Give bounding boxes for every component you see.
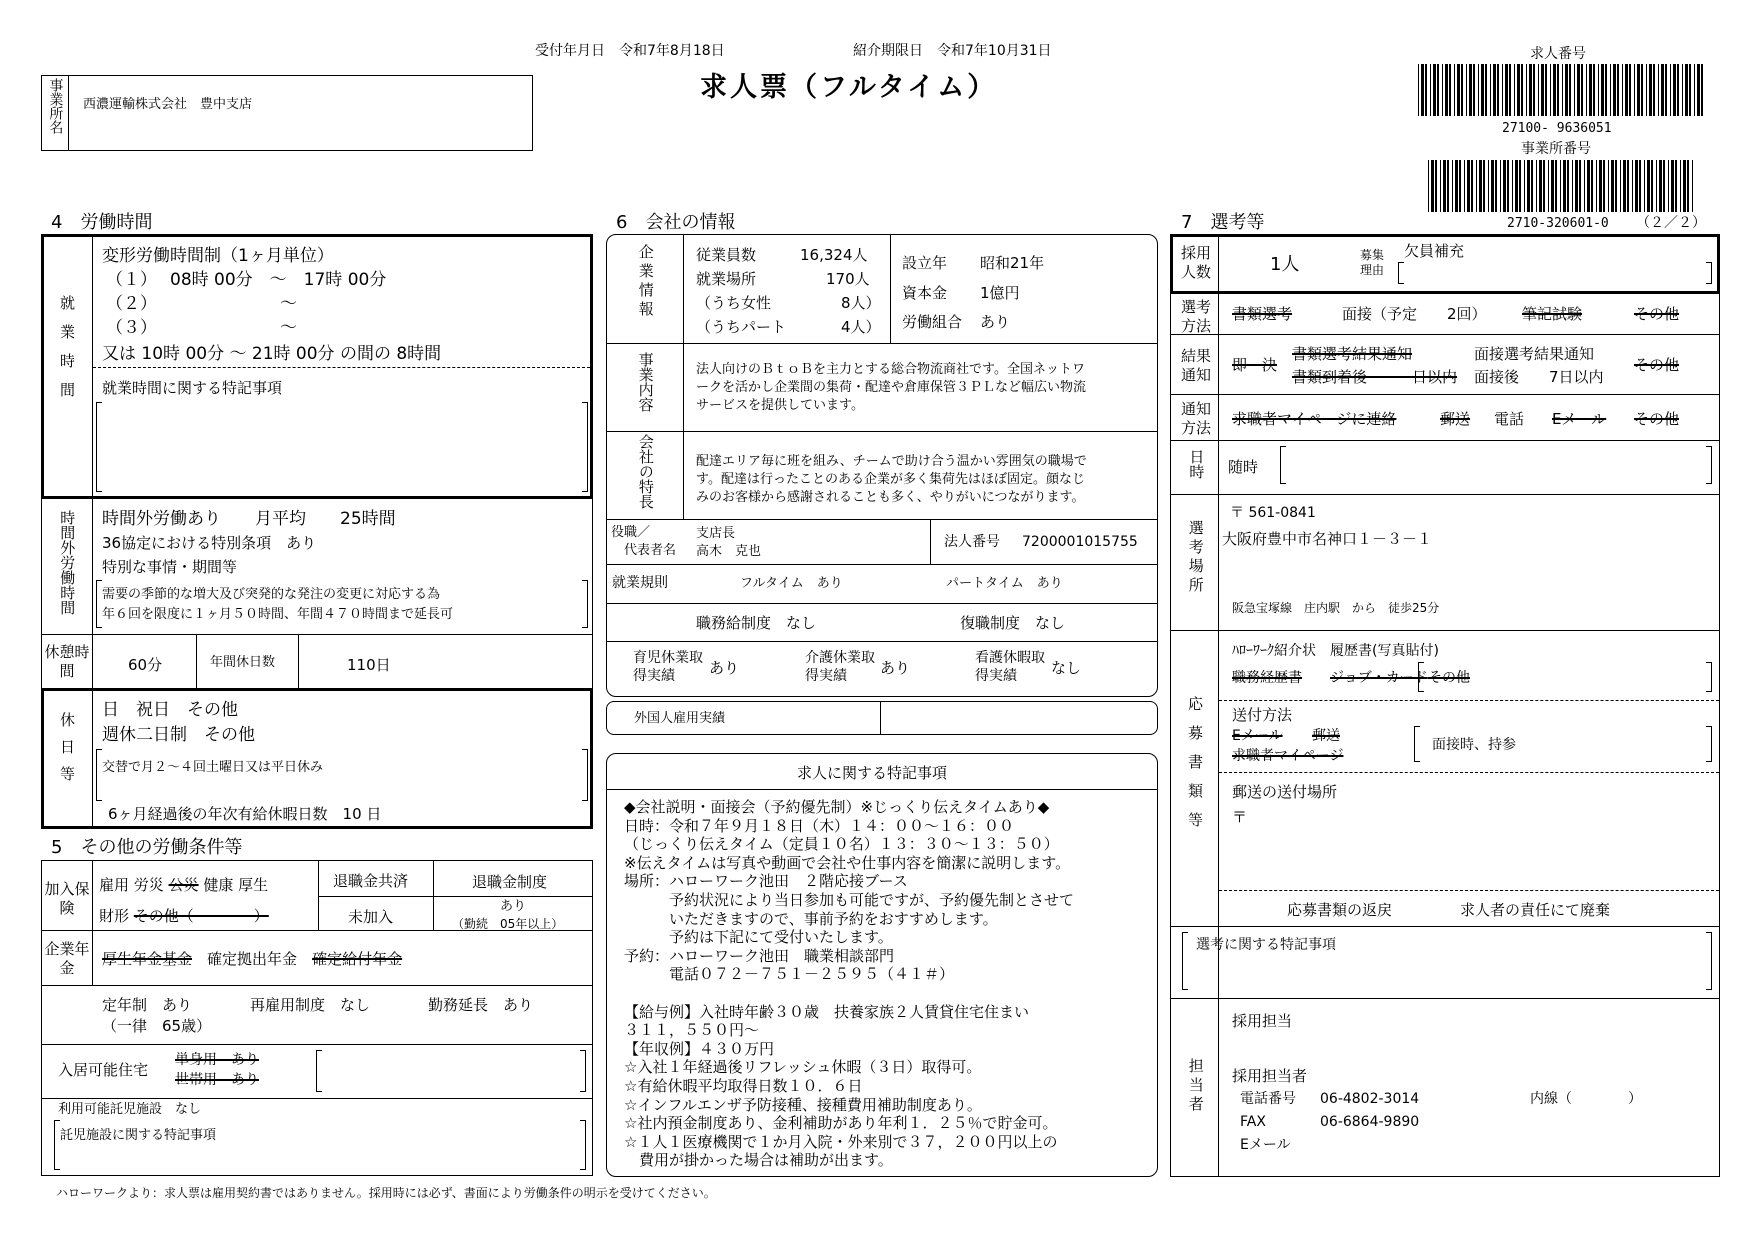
page-number: （２／２） (1636, 215, 1706, 231)
special-note-line: ※伝えタイムは写真や動画で会社や仕事内容を簡潔に説明します。 (624, 853, 1071, 872)
special-note-line: ◆会社説明・面接会（予約優先制）※じっくり伝えタイムあり◆ (624, 798, 1050, 816)
part-timers: 4人） (841, 318, 881, 336)
notice-other: その他 (1634, 410, 1680, 428)
insurance-row2: 財形 その他（ ） (99, 907, 269, 925)
special-note-line: 【年収例】４３０万円 (624, 1039, 775, 1058)
job-number-label: 求人番号 (1530, 46, 1586, 62)
features-1: 配達エリア毎に班を組み、チームで助け合う温かい雰囲気の職場で (696, 454, 1087, 469)
representative-label-1: 役職／ (611, 525, 651, 540)
special-conditions-label: 特別な事情・期間等 (102, 558, 238, 576)
corporate-number-label: 法人番号 (944, 534, 1000, 550)
selection-method-label: 選考方法 (1180, 298, 1211, 335)
hire-count: 1人 (1270, 254, 1300, 275)
work-rules-label: 就業規則 (612, 575, 668, 591)
holidays: 日 祝日 その他 (102, 700, 238, 720)
shift-2-no: （２） (106, 294, 157, 314)
retirement-mutual-label: 退職金共済 (333, 872, 409, 890)
recruit-reason-label: 募集理由 (1360, 248, 1385, 277)
work-hours-label: 就業時間 (58, 295, 76, 411)
annual-holidays: 110日 (347, 656, 391, 674)
pension-label: 企業年金 (44, 940, 90, 977)
application-docs-label: 応募書類等 (1186, 696, 1204, 841)
contact-fax: 06-6864-9890 (1320, 1114, 1420, 1130)
annual-holidays-label: 年間休日数 (210, 655, 276, 670)
special-notes (624, 797, 1074, 1169)
holidays-label: 休日等 (58, 712, 76, 793)
job-pay-system: 職務給制度 なし (696, 614, 817, 632)
method-other: その他 (1634, 305, 1680, 323)
weekly-holidays: 週休二日制 その他 (102, 725, 255, 745)
special-notes-title: 求人に関する特記事項 (797, 764, 948, 782)
place-access: 阪急宝塚線 庄内駅 から 徒歩25分 (1232, 601, 1440, 615)
contact-email-label: Eメール (1240, 1137, 1291, 1153)
docs-career: 職務経歴書 (1232, 670, 1302, 686)
flex-hours: 又は 10時 00分 ～ 21時 00分 の間の 8時間 (102, 344, 442, 364)
retirement-system-label: 退職金制度 (472, 873, 548, 891)
shift-1-no: （１） (106, 270, 157, 290)
women-label: （うち女性 (696, 294, 772, 312)
work-rules-part: パートタイム あり (946, 576, 1063, 591)
nursing-leave-label: 介護休業取得実績 (805, 650, 875, 684)
special-note-line: ☆社内預金制度あり、金利補助があり年利１．２５％で貯金可。 (624, 1114, 1058, 1133)
pension-row: 厚生年金基金 確定拠出年金 確定給付年金 (102, 950, 403, 968)
result-doc-1: 書類選考結果通知 (1292, 345, 1413, 363)
reinstatement-system: 復職制度 なし (960, 614, 1066, 632)
special-note-line: 場所：ハローワーク池田 ２階応接ブース (624, 872, 908, 891)
send-email: Eメール (1232, 728, 1283, 744)
send-mail: 郵送 (1312, 728, 1340, 744)
contact-tel: 06-4802-3014 (1320, 1091, 1420, 1107)
special-note-line: 費用が掛かった場合は補助が出ます。 (624, 1151, 893, 1170)
childcare-facility: 利用可能託児施設 なし (58, 1102, 202, 1117)
contact-tel-label: 電話番号 (1240, 1091, 1296, 1107)
docs-other: その他 (1428, 670, 1470, 686)
hire-count-label: 採用人数 (1180, 244, 1211, 281)
notice-phone: 電話 (1494, 410, 1525, 428)
overtime-label: 時間外労働時間 (58, 510, 77, 615)
housing-label: 入居可能住宅 (58, 1061, 149, 1079)
selection-date: 随時 (1228, 458, 1259, 476)
women: 8人） (841, 294, 881, 312)
section7-title: 7 選考等 (1181, 212, 1265, 233)
result-immediate: 即 決 (1232, 356, 1278, 374)
special-note-line: 予約は下記にて受付いたします。 (624, 928, 893, 947)
mail-to-label: 郵送の送付場所 (1232, 783, 1338, 801)
work-extension: 勤務延長 あり (428, 996, 534, 1014)
special-note-line: ☆１人１医療機関で１か月入院・外来別で３７，２００円以上の (624, 1132, 1058, 1151)
work-system: 変形労働時間制（1ヶ月単位） (102, 246, 334, 266)
company-info-label: 企業情報 (636, 244, 655, 320)
foreign-employment-label: 外国人雇用実績 (634, 711, 726, 726)
insurance-label: 加入保険 (44, 880, 90, 917)
features-2: す。配達は行ったことのある企業が多く集荷先はほぼ固定。顔なじ (696, 472, 1085, 487)
office-number: 2710-320601-0 (1507, 216, 1609, 231)
place-zip: 〒 561-0841 (1230, 505, 1316, 521)
job-number: 27100- 9636051 (1502, 121, 1612, 136)
office-name-label: 事業所名 (47, 78, 64, 134)
overtime-36: 36協定における特別条項 あり (102, 534, 317, 552)
selection-note-label: 選考に関する特記事項 (1196, 937, 1336, 953)
special-conditions-1: 需要の季節的な増大及び突発的な発注の変更に対応する為 (102, 587, 441, 602)
section5-title: 5 その他の労働条件等 (51, 837, 243, 858)
capital: 1億円 (980, 284, 1020, 302)
section4-title: 4 労働時間 (51, 212, 153, 233)
special-note-line: 【給与例】入社時年齢３０歳 扶養家族２人賃貸住宅住まい (624, 1002, 1030, 1021)
representative-name: 高木 克也 (696, 544, 762, 559)
features-3: みのお客様から感謝されることも多く、やりがいにつながります。 (696, 490, 1085, 505)
docs-return-label: 応募書類の返戻 (1287, 901, 1393, 919)
recruit-reason: 欠員補充 (1404, 242, 1465, 260)
notice-mypage: 求職者マイページに連絡 (1232, 410, 1397, 428)
method-interview: 面接（予定 2回） (1342, 305, 1487, 323)
shift-1-time: 08時 00分 ～ 17時 00分 (170, 270, 387, 290)
work-hours-note-label: 就業時間に関する特記事項 (102, 379, 283, 397)
mail-to-zip: 〒 (1232, 808, 1248, 826)
special-note-line: ☆インフルエンザ予防接種、接種費用補助制度あり。 (624, 1095, 982, 1114)
childcare-leave-label: 育児休業取得実績 (633, 650, 703, 684)
retirement-system-sub: （勤続 05年以上） (452, 917, 564, 931)
office-name-box (41, 75, 533, 151)
break-time: 60分 (128, 656, 163, 674)
founded-label: 設立年 (902, 254, 948, 272)
send-note: 面接時、持参 (1432, 737, 1516, 753)
notice-method-label: 通知方法 (1180, 400, 1211, 437)
features-label: 会社の特長 (636, 434, 655, 509)
business-label: 事業内容 (636, 352, 655, 412)
capital-label: 資本金 (902, 284, 948, 302)
footer-note: ハローワークより：求人票は雇用契約書ではありません。採用時には必ず、書面により労働条件の明示を受けてください。 (56, 1186, 716, 1200)
workplace-employees: 170人 (826, 270, 870, 288)
shift-2-tilde: ～ (280, 294, 297, 314)
part-timers-label: （うちパート (696, 318, 787, 336)
childcare-note-label: 託児施設に関する特記事項 (60, 1128, 217, 1143)
representative-title: 支店長 (696, 526, 736, 541)
referral-deadline: 紹介期限日 令和7年10月31日 (853, 43, 1052, 59)
break-time-label: 休憩時間 (44, 643, 90, 680)
business-2: ークを活かし企業間の集荷・配達や倉庫保管３ＰＬなど幅広い物流 (696, 380, 1087, 395)
office-number-barcode (1428, 160, 1698, 212)
paid-leave: 6ヶ月経過後の年次有給休暇日数 10 日 (108, 805, 382, 823)
insurance-row1: 雇用 労災 公災 健康 厚生 (99, 876, 269, 894)
special-note-line: ☆入社１年経過後リフレッシュ休暇（３日）取得可。 (624, 1058, 982, 1077)
sick-child-leave-label: 看護休暇取得実績 (975, 650, 1045, 684)
send-method-label: 送付方法 (1232, 706, 1293, 724)
selection-date-label: 日時 (1187, 449, 1206, 479)
section6-title: 6 会社の情報 (616, 212, 736, 233)
contact-label: 担当者 (1186, 1058, 1205, 1115)
result-interview-2: 面接後 7日以内 (1474, 368, 1604, 386)
notice-email: Eメール (1552, 410, 1607, 428)
result-doc-2: 書類到着後 日以内 (1292, 368, 1458, 386)
special-note-line: ３１１，５５０円～ (624, 1021, 760, 1040)
method-written: 筆記試験 (1522, 305, 1583, 323)
send-mypage: 求職者マイページ (1232, 748, 1344, 764)
special-note-line: いただきますので、事前予約をおすすめします。 (624, 909, 998, 928)
office-name: 西濃運輸株式会社 豊中支店 (83, 97, 253, 112)
housing-family: 世帯用 あり (175, 1072, 259, 1088)
special-note-line: 予約状況により当日参加も可能ですが、予約優先制とさせて (624, 890, 1075, 909)
result-interview-1: 面接選考結果通知 (1474, 345, 1595, 363)
housing-single: 単身用 あり (175, 1052, 259, 1068)
result-other: その他 (1634, 356, 1680, 374)
retirement-system: あり (500, 899, 527, 914)
contact-fax-label: FAX (1240, 1114, 1266, 1130)
notice-mail: 郵送 (1440, 410, 1471, 428)
contact-extension: 内線（ ） (1530, 1091, 1642, 1107)
job-number-barcode (1418, 64, 1708, 116)
union: あり (980, 313, 1011, 331)
method-document: 書類選考 (1232, 305, 1293, 323)
page-title: 求人票（フルタイム） (700, 72, 998, 103)
nursing-leave: あり (880, 659, 911, 677)
childcare-leave: あり (709, 659, 740, 677)
retirement-mutual: 未加入 (348, 908, 394, 926)
docs-required: ﾊﾛｰﾜｰｸ紹介状 履歴書(写真貼付) (1232, 643, 1439, 659)
contact-department: 採用担当 (1232, 1012, 1293, 1030)
business-1: 法人向けのＢｔｏＢを主力とする総合物流商社です。全国ネットワ (696, 362, 1085, 377)
special-note-line (624, 983, 1074, 1002)
holidays-note: 交替で月２～４回土曜日又は平日休み (102, 760, 324, 775)
representative-label-2: 代表者名 (624, 543, 677, 558)
special-note-line: 予約：ハローワーク池田 職業相談部門 (624, 946, 895, 965)
office-number-label: 事業所番号 (1521, 141, 1591, 157)
employees: 16,324人 (800, 246, 868, 264)
overtime: 時間外労働あり 月平均 25時間 (102, 509, 396, 529)
retirement-age: 定年制 あり (102, 996, 193, 1014)
special-note-line: （じっくり伝えタイム（定員１０名）１３：３０～１３：５０） (624, 835, 1059, 854)
place-address: 大阪府豊中市名神口１－３－１ (1222, 530, 1433, 548)
special-note-line: ☆有給休暇平均取得日数１０．６日 (624, 1076, 863, 1095)
special-note-line: 電話０７２－７５１－２５９５（４１＃） (624, 965, 955, 984)
selection-place-label: 選考場所 (1186, 520, 1205, 596)
contact-person: 採用担当者 (1232, 1067, 1308, 1085)
shift-3-no: （３） (106, 318, 157, 338)
corporate-number: 7200001015755 (1022, 534, 1138, 550)
union-label: 労働組合 (902, 313, 963, 331)
sick-child-leave: なし (1051, 659, 1082, 677)
founded: 昭和21年 (980, 254, 1045, 272)
result-notice-label: 結果通知 (1180, 347, 1211, 384)
docs-jobcard: ジョブ・カード (1330, 670, 1428, 686)
employees-label: 従業員数 (696, 246, 757, 264)
received-date-label: 受付年月日 令和7年8月18日 (535, 43, 725, 59)
workplace-employees-label: 就業場所 (696, 270, 757, 288)
special-note-line: 日時：令和７年９月１８日（木）１４：００～１６：００ (624, 816, 1015, 835)
docs-return: 求人者の責任にて廃棄 (1460, 901, 1611, 919)
special-conditions-2: 年６回を限度に１ヶ月５０時間、年間４７０時間まで延長可 (102, 607, 454, 622)
retirement-age-sub: （一律 65歳） (102, 1017, 212, 1035)
business-3: サービスを提供しています。 (696, 398, 864, 413)
work-rules-full: フルタイム あり (740, 576, 843, 591)
rehire: 再雇用制度 なし (250, 996, 371, 1014)
shift-3-tilde: ～ (280, 318, 297, 338)
